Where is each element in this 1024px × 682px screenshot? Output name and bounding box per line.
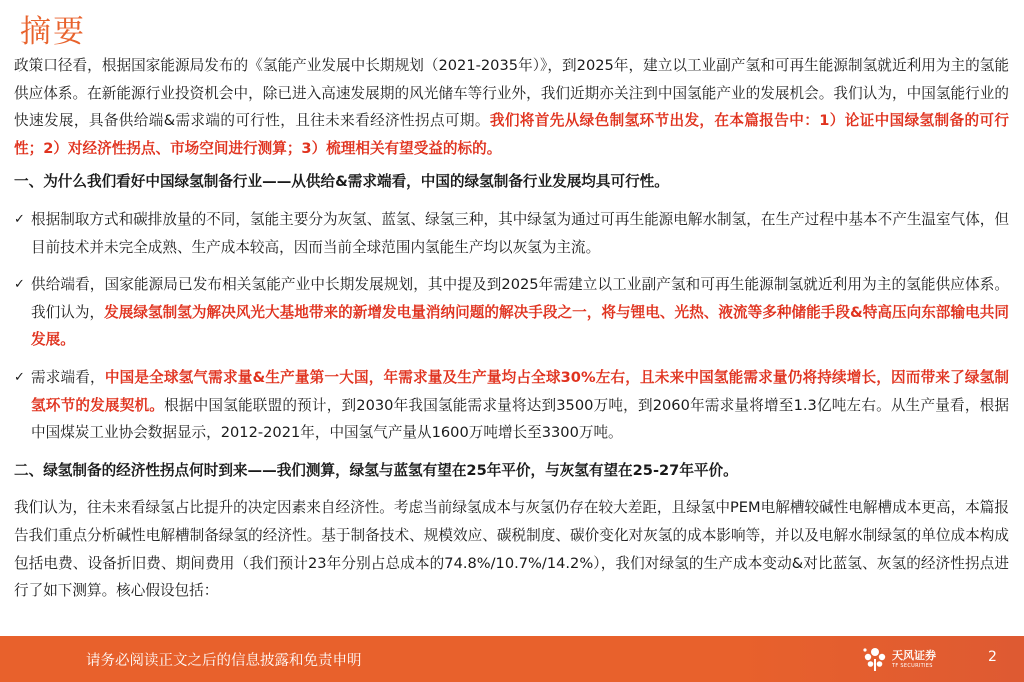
checkmark-icon: ✓ bbox=[14, 211, 25, 227]
logo-text-en: TF SECURITIES bbox=[892, 663, 933, 669]
bullet-text: 供给端看，国家能源局已发布相关氢能产业中长期发展规划，其中提及到2025年需建立以工业副产氢和可再生能源制氢就近利用为主的氢能供应体系。我们认为， bbox=[31, 276, 1009, 321]
company-logo bbox=[862, 645, 942, 675]
section-heading-2: 二、绿氢制备的经济性拐点何时到来——我们测算，绿氢与蓝氢有望在25年平价，与灰氢有望在25-27年平价。 bbox=[14, 461, 738, 479]
footer-bar bbox=[0, 636, 1024, 682]
intro-paragraph bbox=[14, 52, 1009, 162]
intro-text: 政策口径看，根据国家能源局发布的《氢能产业发展中长期规划（2021-2035年）》，到2025年，建立以工业副产氢和可再生能源制氢就近利用为主的氢能供应体系。在新能源行业投资机会中，除已进入高速发展期的风光储车等行业外，我们近期亦关注到中国氢能产业的发展机会。我们认为，中国氢能行业的快速发展，具备供给端&需求端的可行性，且往未来看经济性拐点可期。 bbox=[14, 57, 1009, 130]
bullet-highlight: 中国是全球氢气需求量&生产量第一大国，年需求量及生产量均占全球30%左右，且未来中国氢能需求量仍将持续增长，因而带来了绿氢制氢环节的发展契机。 bbox=[31, 368, 1009, 414]
summary-body bbox=[14, 52, 1009, 615]
intro-highlight: 我们将首先从绿色制氢环节出发，在本篇报告中：1）论证中国绿氢制备的可行性；2）对经济性拐点、市场空间进行测算；3）梳理相关有望受益的标的。 bbox=[14, 112, 1009, 157]
logo-flower-icon bbox=[862, 645, 888, 673]
bullet-item bbox=[14, 206, 1009, 261]
bullet-item bbox=[14, 271, 1009, 354]
bullet-text: 需求端看， bbox=[31, 368, 105, 386]
bullet-text-continued: 根据中国氢能联盟的预计，到2030年我国氢能需求量将达到3500万吨，到2060年需求量将增至1.3亿吨左右。从生产量看，根据中国煤炭工业协会数据显示，2012-2021年，中国氢气产量从1600万吨增长至3300万吨。 bbox=[31, 396, 1009, 442]
page-number: 2 bbox=[988, 649, 997, 665]
section-heading-1: 一、为什么我们看好中国绿氢制备行业——从供给&需求端看，中国的绿氢制备行业发展均具可行性。 bbox=[14, 173, 669, 191]
checkmark-icon: ✓ bbox=[14, 277, 25, 293]
bullet-highlight: 发展绿氢制氢为解决风光大基地带来的新增发电量消纳问题的解决手段之一，将与锂电、光热、液流等多种储能手段&特高压向东部输电共同发展。 bbox=[31, 303, 1009, 349]
closing-paragraph: 我们认为，往未来看绿氢占比提升的决定因素来自经济性。考虑当前绿氢成本与灰氢仍存在较大差距，且绿氢中PEM电解槽较碱性电解槽成本更高，本篇报告我们重点分析碱性电解槽制备绿氢的经济性。基于制备技术、规模效应、碳税制度、碳价变化对灰氢的成本影响等，并以及电解水制绿氢的单位成本构成包括电费、设备折旧费、期间费用（我们预计23年分别占总成本的74.8%/10.7%/14.2%），我们对绿氢的生产成本变动&对比蓝氢、灰氢的经济性拐点进行了如下测算。核心假设包括： bbox=[14, 499, 1009, 600]
bullet-text: 根据制取方式和碳排放量的不同，氢能主要分为灰氢、蓝氢、绿氢三种，其中绿氢为通过可再生能源电解水制氢，在生产过程中基本不产生温室气体，但目前技术并未完全成熟、生产成本较高，因而当前全球范围内氢能生产均以灰氢为主流。 bbox=[31, 210, 1009, 256]
disclaimer-text: 请务必阅读正文之后的信息披露和免责申明 bbox=[86, 653, 362, 669]
page-title: 摘要 bbox=[20, 14, 86, 50]
bullet-item bbox=[14, 364, 1009, 447]
logo-text-cn: 天风证券 bbox=[892, 649, 936, 662]
checkmark-icon: ✓ bbox=[14, 369, 25, 385]
